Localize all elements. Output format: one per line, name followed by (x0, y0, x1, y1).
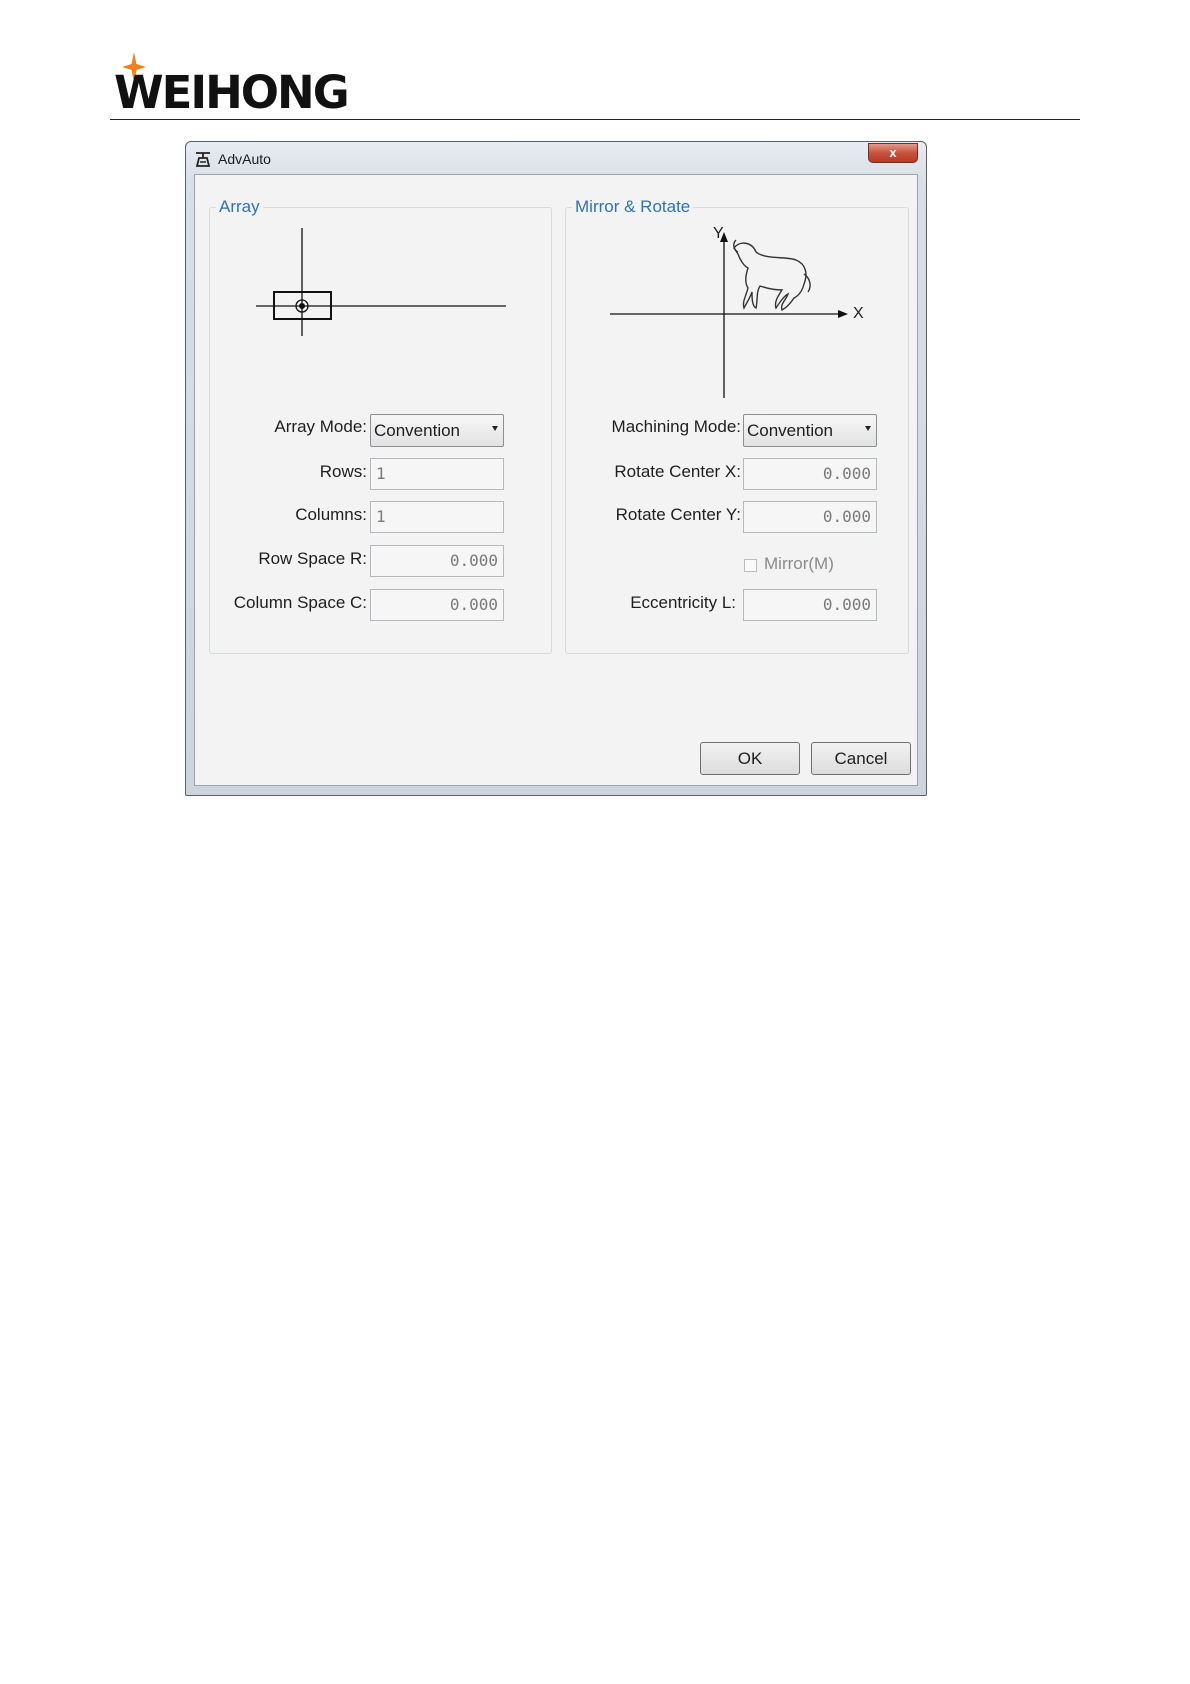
rotate-center-x-label: Rotate Center X: (614, 462, 741, 481)
array-mode-select[interactable] (370, 414, 504, 447)
machining-mode-select[interactable] (743, 414, 877, 447)
array-mode-value: Convention (374, 421, 461, 440)
advauto-app-icon (194, 150, 212, 168)
dialog-client-area (194, 174, 918, 786)
array-mode-label: Array Mode: (274, 417, 367, 436)
dropdown-arrow-icon (865, 426, 871, 431)
row-space-label: Row Space R: (258, 549, 367, 568)
mirror-checkbox-label[interactable]: Mirror(M) (764, 554, 834, 573)
rows-label: Rows: (319, 462, 367, 481)
rotate-center-y-input[interactable]: 0.000 (743, 501, 877, 533)
eccentricity-label: Eccentricity L: (630, 593, 736, 612)
header-divider (110, 119, 1080, 120)
machining-mode-label: Machining Mode: (611, 417, 741, 436)
ok-button[interactable]: OK (700, 742, 800, 775)
x-axis-label: X (853, 305, 864, 322)
row-space-input[interactable]: 0.000 (370, 545, 504, 577)
column-space-label: Column Space C: (233, 593, 367, 612)
close-icon: x (889, 145, 897, 160)
cancel-button[interactable]: Cancel (811, 742, 911, 775)
mirror-rotate-group-title: Mirror & Rotate (572, 197, 693, 217)
machining-mode-value: Convention (747, 421, 834, 440)
rotate-center-y-label: Rotate Center Y: (615, 505, 741, 524)
column-space-input[interactable]: 0.000 (370, 589, 504, 621)
array-group-title: Array (216, 197, 263, 217)
columns-input[interactable]: 1 (370, 501, 504, 533)
window-title: AdvAuto (218, 151, 271, 167)
mirror-rotate-group (565, 197, 909, 654)
title-bar[interactable] (186, 142, 926, 174)
logo-wordmark: WEIHONG (114, 66, 348, 119)
array-group (209, 197, 552, 654)
rows-input[interactable]: 1 (370, 458, 504, 490)
mirror-rotate-diagram (606, 222, 876, 402)
array-diagram (250, 222, 510, 342)
mirror-checkbox[interactable] (744, 559, 757, 572)
advauto-dialog (185, 141, 927, 796)
close-button[interactable] (868, 143, 918, 163)
horse-icon (734, 240, 810, 310)
eccentricity-input[interactable]: 0.000 (743, 589, 877, 621)
rotate-center-x-input[interactable]: 0.000 (743, 458, 877, 490)
weihong-logo (108, 58, 368, 118)
y-axis-label: Y (713, 225, 724, 242)
dropdown-arrow-icon (492, 426, 498, 431)
columns-label: Columns: (295, 505, 367, 524)
